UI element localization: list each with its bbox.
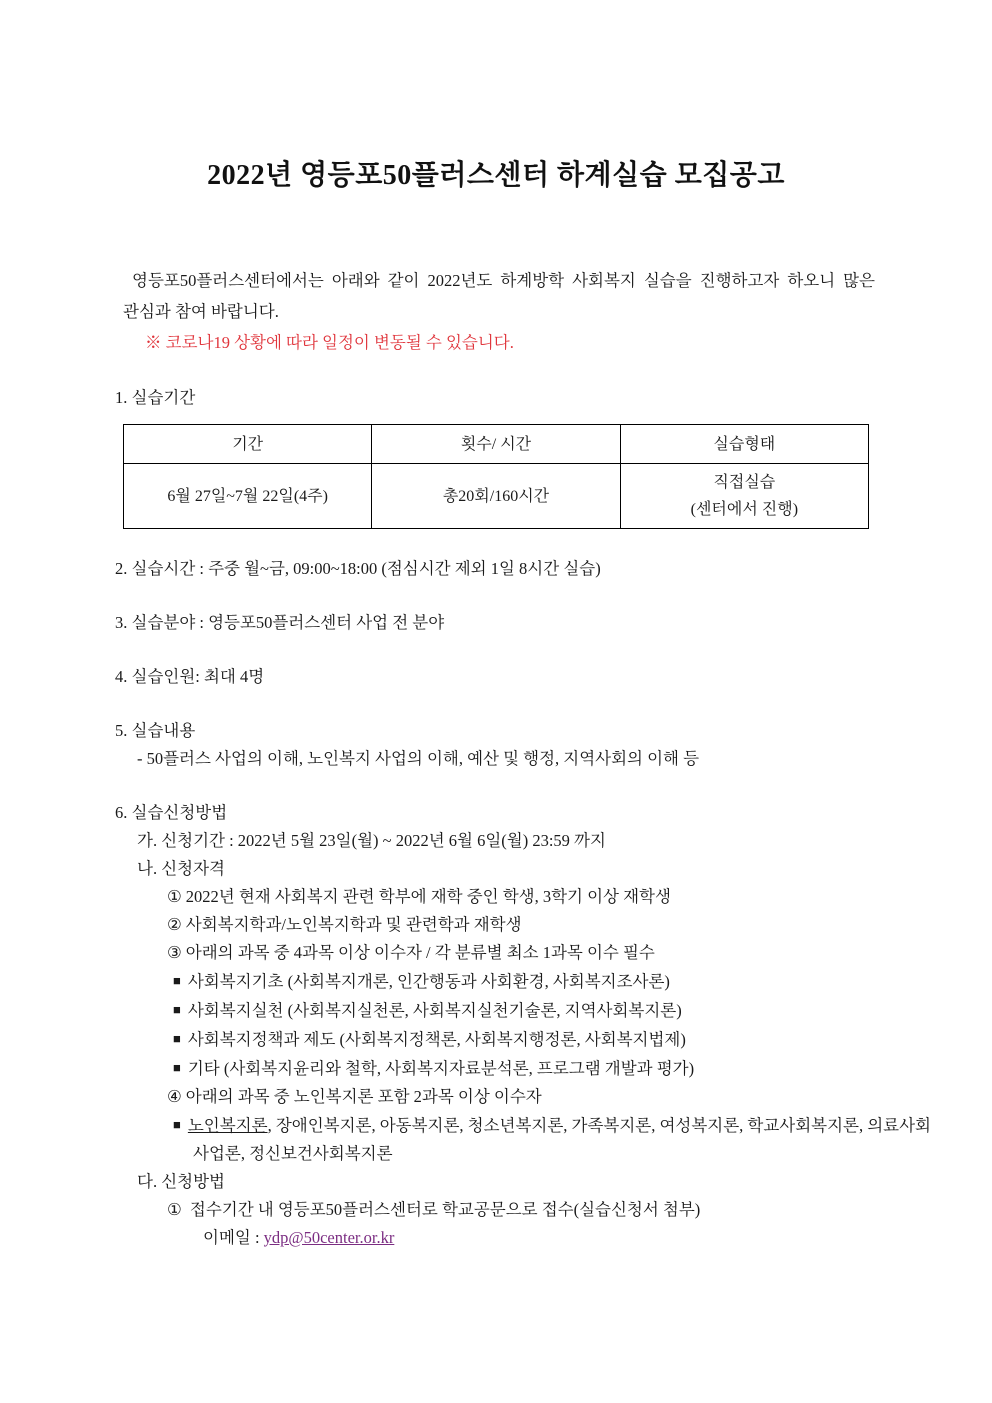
square-bullet-icon: ■ bbox=[173, 1117, 181, 1132]
section-5 bbox=[0, 717, 992, 773]
table-header-row bbox=[124, 425, 869, 464]
course-group-bullet-5-rest: , 장애인복지론, 아동복지론, 청소년복지론, 가족복지론, 여성복지론, 학교사회복지론, 의료사회사업론, 정신보건사회복지론 bbox=[193, 1116, 931, 1163]
course-group-bullet-4-text: 기타 (사회복지윤리와 철학, 사회복지자료분석론, 프로그램 개발과 평가) bbox=[187, 1059, 695, 1078]
square-bullet-icon: ■ bbox=[173, 1060, 181, 1075]
eligibility-item-4-text: 아래의 과목 중 노인복지론 포함 2과목 이상 이수자 bbox=[185, 1087, 542, 1106]
email-label: 이메일 : bbox=[203, 1228, 264, 1247]
course-group-bullet-2-text: 사회복지실천 (사회복지실천론, 사회복지실천기술론, 지역사회복지론) bbox=[187, 1001, 682, 1020]
table-header-count-hours: 횟수/ 시간 bbox=[372, 425, 620, 464]
section-1 bbox=[0, 384, 992, 412]
table-cell-type-line2: (센터에서 진행) bbox=[690, 501, 799, 518]
section-3 bbox=[0, 609, 992, 637]
table-row bbox=[124, 464, 869, 529]
intro-paragraph: 영등포50플러스센터에서는 아래와 같이 2022년도 하계방학 사회복지 실습을 진행하고자 하오니 많은 관심과 참여 바랍니다. bbox=[123, 271, 875, 321]
eligibility-item-3-text: 아래의 과목 중 4과목 이상 이수자 / 각 분류별 최소 1과목 이수 필수 bbox=[185, 943, 655, 962]
howto-item-1 bbox=[115, 1196, 992, 1224]
section-1-heading: 1. 실습기간 bbox=[115, 388, 196, 407]
course-group-bullet-1 bbox=[115, 967, 992, 996]
course-group-bullet-5 bbox=[115, 1111, 992, 1168]
square-bullet-icon: ■ bbox=[173, 1002, 181, 1017]
course-group-bullet-3 bbox=[115, 1025, 992, 1054]
course-group-bullet-2 bbox=[115, 996, 992, 1025]
page-title: 2022년 영등포50플러스센터 하계실습 모집공고 bbox=[207, 160, 785, 191]
circled-two-marker: ② bbox=[167, 915, 182, 934]
section-2 bbox=[0, 555, 992, 583]
eligibility-item-2 bbox=[115, 911, 992, 939]
eligibility-item-4 bbox=[115, 1083, 992, 1111]
section-4 bbox=[0, 663, 992, 691]
period-table-wrap bbox=[0, 412, 992, 529]
email-line bbox=[115, 1224, 992, 1252]
circled-one-marker: ① bbox=[167, 887, 182, 906]
covid-notice: ※ 코로나19 상황에 따라 일정이 변동될 수 있습니다. bbox=[145, 333, 514, 352]
eligibility-item-3 bbox=[115, 939, 992, 967]
table-cell-type bbox=[620, 464, 868, 529]
course-group-bullet-4 bbox=[115, 1054, 992, 1083]
section-5-heading: 5. 실습내용 bbox=[115, 721, 196, 740]
section-2-heading: 2. 실습시간 : 주중 월~금, 09:00~18:00 (점심시간 제외 1일 8시간 실습) bbox=[115, 559, 601, 578]
table-cell-count-hours: 총20회/160시간 bbox=[372, 464, 620, 529]
table-header-type: 실습형태 bbox=[620, 425, 868, 464]
circled-three-marker: ③ bbox=[167, 943, 182, 962]
square-bullet-icon: ■ bbox=[173, 973, 181, 988]
square-bullet-icon: ■ bbox=[173, 1031, 181, 1046]
howto-item-1-text: 접수기간 내 영등포50플러스센터로 학교공문으로 접수(실습신청서 첨부) bbox=[189, 1200, 701, 1219]
eligibility-item-1 bbox=[115, 883, 992, 911]
email-link[interactable]: ydp@50center.or.kr bbox=[263, 1228, 395, 1247]
period-table bbox=[123, 424, 869, 529]
section-5-item: - 50플러스 사업의 이해, 노인복지 사업의 이해, 예산 및 행정, 지역사회의 이해 등 bbox=[137, 749, 700, 768]
section-6-heading: 6. 실습신청방법 bbox=[115, 803, 228, 822]
required-course-underlined: 노인복지론 bbox=[187, 1116, 268, 1135]
table-cell-period: 6월 27일~7월 22일(4주) bbox=[124, 464, 372, 529]
section-6-na-eligibility: 나. 신청자격 bbox=[137, 859, 225, 878]
section-6-ga-period: 가. 신청기간 : 2022년 5월 23일(월) ~ 2022년 6월 6일(월) 23:59 까지 bbox=[137, 831, 606, 850]
eligibility-item-2-text: 사회복지학과/노인복지학과 및 관련학과 재학생 bbox=[185, 915, 522, 934]
section-6 bbox=[0, 799, 992, 1252]
table-cell-type-line1: 직접실습 bbox=[713, 474, 776, 491]
course-group-bullet-1-text: 사회복지기초 (사회복지개론, 인간행동과 사회환경, 사회복지조사론) bbox=[187, 972, 670, 991]
section-4-heading: 4. 실습인원: 최대 4명 bbox=[115, 667, 265, 686]
circled-one-marker: ① bbox=[167, 1200, 182, 1219]
circled-four-marker: ④ bbox=[167, 1087, 182, 1106]
section-3-heading: 3. 실습분야 : 영등포50플러스센터 사업 전 분야 bbox=[115, 613, 445, 632]
table-header-period: 기간 bbox=[124, 425, 372, 464]
section-6-da-howto: 다. 신청방법 bbox=[137, 1172, 225, 1191]
eligibility-item-1-text: 2022년 현재 사회복지 관련 학부에 재학 중인 학생, 3학기 이상 재학생 bbox=[185, 887, 671, 906]
course-group-bullet-3-text: 사회복지정책과 제도 (사회복지정책론, 사회복지행정론, 사회복지법제) bbox=[187, 1030, 686, 1049]
intro-block bbox=[0, 193, 992, 358]
